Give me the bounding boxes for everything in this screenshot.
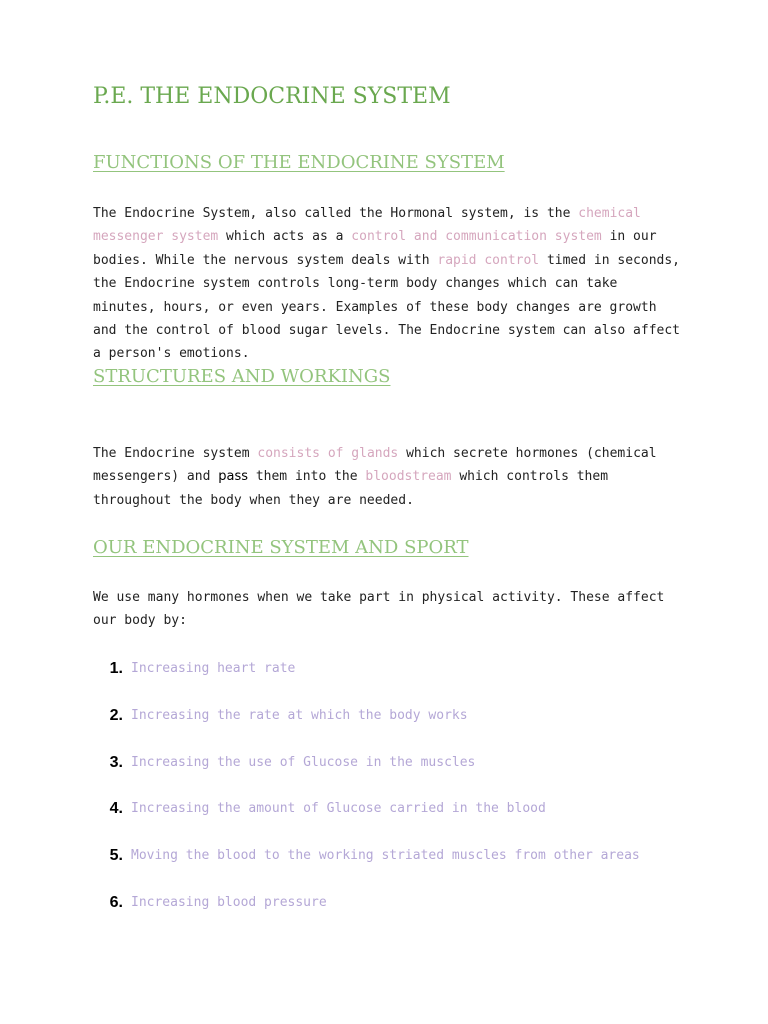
list-item [93,698,683,745]
section-heading-structures: STRUCTURES AND WORKINGS [93,366,391,387]
text-run: The Endocrine system [93,446,258,461]
list-item-text: Increasing the use of Glucose in the muscles [131,754,476,770]
text-run: which controls them throughout the body when they are needed. [93,469,609,508]
list-item-text: Increasing heart rate [131,661,296,676]
text-run: which secrete hormones (chemical messengers) and [93,446,657,485]
list-number: 2. [109,706,123,724]
list-item-text: Increasing blood pressure [131,894,327,910]
text-run: The Endocrine System, also called the Hormonal system, is the [93,206,579,221]
text-run: which acts as a [218,229,352,245]
list-item [93,885,683,932]
section-heading-sport: OUR ENDOCRINE SYSTEM AND SPORT [93,537,469,558]
list-number: 1. [109,660,123,677]
highlight-chemical-messenger-system: chemical messenger system [93,206,641,245]
document-title: P.E. THE ENDOCRINE SYSTEM [93,84,451,109]
emphasis-pass: pass [218,469,248,485]
list-item [93,745,683,792]
paragraph-structures [93,442,683,512]
list-item-text: Increasing the rate at which the body works [131,707,468,723]
list-number: 4. [109,800,123,818]
hormone-effects-list [93,651,683,932]
text-run: We use many hormones when we take part in physical activity. These affect our body by: [93,590,665,629]
list-item [93,651,683,698]
highlight-rapid-control: rapid control [437,252,540,268]
section-heading-functions: FUNCTIONS OF THE ENDOCRINE SYSTEM [93,152,505,173]
highlight-bloodstream: bloodstream [365,469,452,485]
list-item [93,791,683,838]
list-number: 5. [109,847,123,865]
list-number: 3. [109,753,123,771]
list-item-text: Moving the blood to the working striated muscles from other areas [131,848,640,864]
text-run: them into the [248,469,366,485]
list-item-text: Increasing the amount of Glucose carried in the blood [131,801,546,817]
highlight-consists-of-glands: consists of glands [257,446,399,461]
text-run: in our bodies. While the nervous system deals with [93,229,657,268]
paragraph-functions [93,202,683,366]
list-item [93,838,683,885]
highlight-control-communication-system: control and communication system [351,229,602,245]
paragraph-sport [93,586,683,633]
text-run: timed in seconds, the Endocrine system controls long-term body changes which can take minutes, hours, or even years. Examples of these body changes are growth and the control of blood sugar levels. The Endocrine system can also affect a person's emotions. [93,252,681,362]
list-number: 6. [109,893,123,911]
